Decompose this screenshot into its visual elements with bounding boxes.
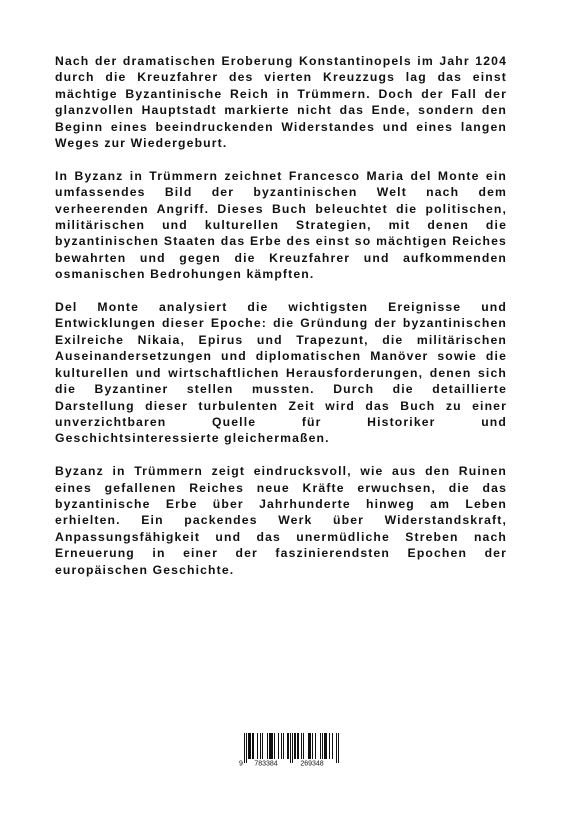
barcode-bar xyxy=(283,733,284,759)
barcode-bar xyxy=(274,733,275,759)
barcode-lead-digit: 9 xyxy=(239,760,243,767)
barcode-bar xyxy=(281,733,282,759)
barcode-bar xyxy=(298,733,299,759)
barcode-bar xyxy=(322,733,323,759)
barcode-bar xyxy=(315,733,316,759)
blurb-paragraph-2: In Byzanz in Trümmern zeichnet Francesco Maria del Monte ein umfassendes Bild der byzantinischen Welt nach dem verheerenden Angriff. Dieses Buch beleuchtet die politischen, militärischen und kulturellen Strategien, mit denen die byzantinischen Staaten das Erbe des einst so mächtigen Reiches bewahrten und gegen die Kreuzfahrer und aufkommenden osmanischen Bedrohungen kämpften. xyxy=(55,168,507,282)
barcode-guard-bar xyxy=(292,733,293,763)
blurb-paragraph-1: Nach der dramatischen Eroberung Konstantinopels im Jahr 1204 durch die Kreuzfahrer des vierten Kreuzzugs lag das einst mächtige Byzantinische Reich in Trümmern. Doch der Fall der glanzvollen Hauptstadt markierte nicht das Ende, sondern den Beginn eines beeindruckenden Widerstandes und eines langen Weges zur Wiedergeburt. xyxy=(55,54,507,151)
barcode-bar xyxy=(267,733,268,759)
barcode-right-digits: 269348 xyxy=(300,760,324,767)
barcode-guard-bar xyxy=(246,733,247,763)
barcode-guard-bar xyxy=(290,733,291,763)
barcode-bar xyxy=(260,733,261,759)
barcode-bar xyxy=(269,733,270,759)
barcode-bar xyxy=(326,733,327,759)
barcode-bar xyxy=(320,733,321,759)
blurb-paragraph-4: Byzanz in Trümmern zeigt eindrucksvoll, wie aus den Ruinen eines gefallenen Reiches neue Kräfte erwuchsen, die das byzantinische Erbe über Jahrhunderte hinweg am Leben erhielten. Ein packendes Werk über Widerstandskraft, Anpassungsfähigkeit und das unermüdliche Streben nach Erneuerung in einer der faszinierendsten Epochen der europäischen Geschichte. xyxy=(55,464,507,577)
barcode-bar xyxy=(295,733,296,759)
barcode-bar xyxy=(332,733,333,759)
barcode-bar xyxy=(252,733,253,759)
barcode-bar xyxy=(272,733,273,759)
barcode-guard-bar xyxy=(244,733,245,763)
barcode-bar xyxy=(325,733,326,759)
barcode-guard-bar xyxy=(338,733,339,763)
barcode-bar xyxy=(310,733,311,759)
barcode-bar xyxy=(278,733,279,759)
blurb-paragraph-3: Del Monte analysiert die wichtigsten Ereignisse und Entwicklungen dieser Epoche: die Gründung der byzantinischen Exilreiche Nikaia, Epirus und Trapezunt, die militärischen Auseinandersetzungen und diplomatischen Manöver sowie die kulturellen und wirtschaftlichen Herausforderungen, denen sich die Byzantiner stellen mussten. Durch die detaillierte Darstellung dieser turbulenten Zeit wird das Buch zu einer unverzichtbaren Quelle für Historiker und Geschichtsinteressierte gleichermaßen. xyxy=(55,300,507,446)
barcode-bar xyxy=(324,733,325,759)
barcode-bar xyxy=(253,733,254,759)
barcode-bar xyxy=(301,733,302,759)
barcode-bar xyxy=(287,733,288,759)
isbn-barcode xyxy=(236,733,346,767)
barcode-bar xyxy=(329,733,330,759)
barcode-bar xyxy=(294,733,295,759)
barcode-bar xyxy=(303,733,304,759)
barcode-left-digits: 783384 xyxy=(254,760,278,767)
barcode-bar xyxy=(248,733,249,759)
barcode-bar xyxy=(297,733,298,759)
barcode-bar xyxy=(270,733,271,759)
barcode-bar xyxy=(262,733,263,759)
barcode-bar xyxy=(271,733,272,759)
barcode-bar xyxy=(308,733,309,759)
barcode-graphic xyxy=(236,733,346,767)
barcode-bar xyxy=(312,733,313,759)
blurb-text xyxy=(55,53,507,594)
barcode-bar xyxy=(288,733,289,759)
barcode-bar xyxy=(257,733,258,759)
barcode-guard-bar xyxy=(336,733,337,763)
barcode-bar xyxy=(309,733,310,759)
barcode-bars xyxy=(244,733,339,763)
barcode-bar xyxy=(249,733,250,759)
barcode-bar xyxy=(250,733,251,759)
